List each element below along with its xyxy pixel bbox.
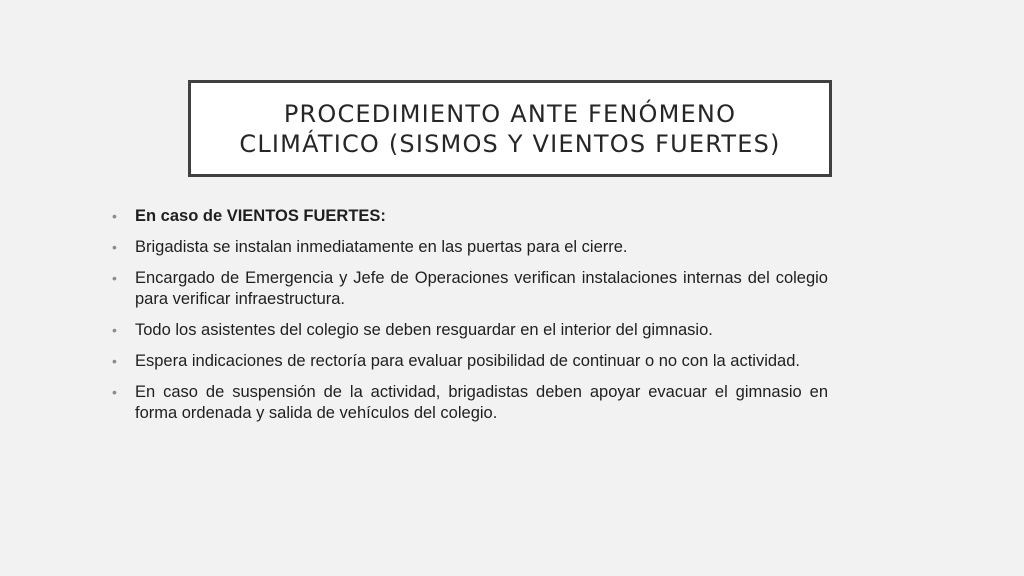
bullet-item [112, 351, 828, 372]
bullet-dot-icon: • [112, 208, 117, 224]
bullet-dot-icon: • [112, 353, 117, 369]
bullet-item [112, 268, 828, 310]
bullet-dot-icon: • [112, 239, 117, 255]
bullet-text: En caso de suspensión de la actividad, brigadistas deben apoyar evacuar el gimnasio en forma ordenada y salida de vehículos del colegio. [135, 383, 828, 422]
bullet-text: Espera indicaciones de rectoría para evaluar posibilidad de continuar o no con la actividad. [135, 352, 800, 370]
bullet-text: Encargado de Emergencia y Jefe de Operaciones verifican instalaciones internas del colegio para verificar infraestructura. [135, 269, 828, 308]
bullet-item [112, 382, 828, 424]
bullet-item [112, 237, 828, 258]
bullet-list [112, 206, 828, 434]
slide-title-line-2: CLIMÁTICO (SISMOS Y VIENTOS FUERTES) [239, 129, 781, 158]
bullet-item [112, 320, 828, 341]
bullet-dot-icon: • [112, 384, 117, 400]
bullet-item [112, 206, 828, 227]
bullet-heading: En caso de VIENTOS FUERTES: [135, 207, 386, 225]
slide-title-line-1: PROCEDIMIENTO ANTE FENÓMENO [283, 99, 737, 128]
bullet-dot-icon: • [112, 322, 117, 338]
bullet-text: Todo los asistentes del colegio se deben resguardar en el interior del gimnasio. [135, 321, 713, 339]
bullet-dot-icon: • [112, 270, 117, 286]
slide-title-box [188, 80, 832, 177]
bullet-text: Brigadista se instalan inmediatamente en las puertas para el cierre. [135, 238, 628, 256]
